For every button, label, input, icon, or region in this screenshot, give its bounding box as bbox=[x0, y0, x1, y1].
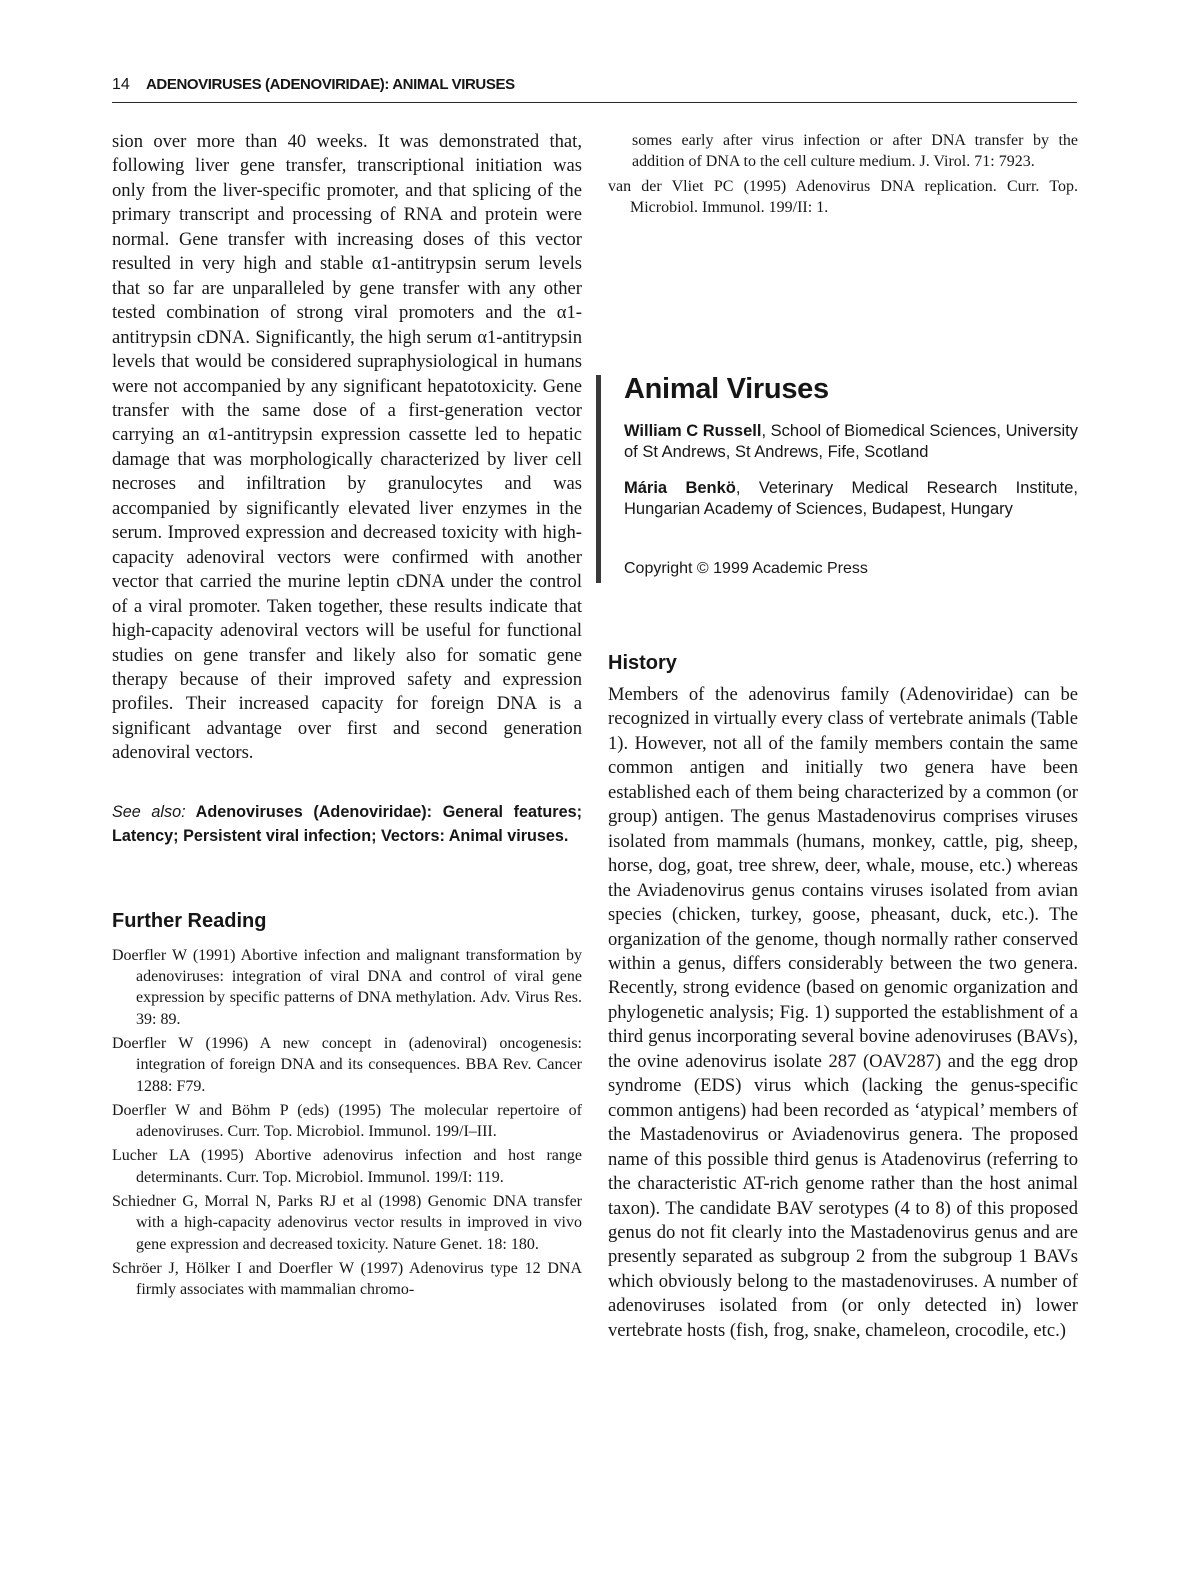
history-paragraph: Members of the adenovirus family (Adenoviridae) can be recognized in virtually every class of vertebrate animals (Table 1). However, not all of the family members contain the same common antigen and initially two genera have been established each of them being characterized by a common (or group) antigen. The genus Mastadenovirus comprises viruses isolated from mammals (humans, monkey, cattle, pig, sheep, horse, dog, goat, tree shrew, deer, whale, mouse, etc.) whereas the Aviadenovirus genus contains viruses isolated from avian species (chicken, turkey, goose, pheasant, duck, etc.). The organization of the genome, though normally rather conserved within a genus, differs considerably between the two genera. Recently, strong evidence (based on genomic organization and phylogenetic analysis; Fig. 1) supported the establishment of a third genus incorporating several bovine adenoviruses (BAVs), the ovine adenovirus isolate 287 (OAV287) and the egg drop syndrome (EDS) virus which (lacking the genus-specific common antigens) had been recorded as ‘atypical’ members of the Mastadenovirus or Aviadenovirus genera. The proposed name of this possible third genus is Atadenovirus (referring to the characteristic AT-rich genome rather than the host animal taxon). The candidate BAV serotypes (4 to 8) of this proposed genus do not fit clearly into the Mastadenovirus genus and are presently separated as subgroup 2 from the subgroup 1 BAVs which obviously belong to the mastadenoviruses. A number of adenoviruses isolated from (or only detected in) lower vertebrate hosts (fish, frog, snake, chameleon, crocodile, etc.) bbox=[608, 684, 1078, 1341]
reference-item: Doerfler W and Böhm P (eds) (1995) The molecular repertoire of adenoviruses. Curr. Top. Microbiol. Immunol. 199/I–III. bbox=[112, 1101, 582, 1141]
body-paragraph: sion over more than 40 weeks. It was demonstrated that, following liver gene transfer, transcriptional initiation was only from the liver-specific promoter, and that splicing of the primary transcript and processing of RNA and protein were normal. Gene transfer with increasing doses of this vector resulted in very high and stable α1-antitrypsin serum levels that so far are unparalleled by gene transfer with any other tested combination of strong viral promoters and the α1-antitrypsin cDNA. Significantly, the high serum α1-antitrypsin levels that would be considered supraphysiological in humans were not accompanied by any significant hepatotoxicity. Gene transfer with the same dose of a first-generation vector carrying an α1-antitrypsin expression cassette led to hepatic damage that was morphologically characterized by liver cell necroses and infiltration by granulocytes and was accompanied by significantly elevated liver enzymes in the serum. Improved expression and decreased toxicity with high-capacity adenoviral vectors were confirmed with another vector that carried the murine leptin cDNA under the control of a viral promoter. Taken together, these results indicate that high-capacity adenoviral vectors will be useful for functional studies on gene transfer and likely also for somatic gene therapy because of their improved safety and expression profiles. Their increased capacity for foreign DNA is a significant advantage over first and second generation adenoviral vectors. bbox=[112, 131, 582, 764]
reference-continuation: somes early after virus infection or after DNA transfer by the addition of DNA to the cell culture medium. J. Virol. 71: 7923. bbox=[632, 132, 1078, 171]
reference-item: Lucher LA (1995) Abortive adenovirus infection and host range determinants. Curr. Top. Microbiol. Immunol. 199/I: 119. bbox=[112, 1147, 582, 1186]
reference-item: van der Vliet PC (1995) Adenovirus DNA replication. Curr. Top. Microbiol. Immunol. 199/II: 1. bbox=[608, 177, 1078, 216]
author-affiliation: , School of Biomedical Sciences, University of St Andrews, St Andrews, Fife, Scotland bbox=[624, 422, 1078, 461]
reference-item: Schröer J, Hölker I and Doerfler W (1997) Adenovirus type 12 DNA firmly associates with mammalian chromo- bbox=[112, 1259, 582, 1299]
reference-list bbox=[112, 945, 582, 1301]
copyright-notice: Copyright © 1999 Academic Press bbox=[624, 560, 868, 577]
reference-list-continued bbox=[608, 130, 1078, 218]
page-number: 14 bbox=[112, 76, 130, 93]
author-entry bbox=[624, 421, 1078, 463]
further-reading-heading: Further Reading bbox=[112, 909, 267, 932]
running-title: ADENOVIRUSES (ADENOVIRIDAE): ANIMAL VIRUSES bbox=[146, 76, 515, 93]
author-entry bbox=[624, 478, 1078, 520]
see-also bbox=[112, 800, 582, 848]
reference-item: Doerfler W (1991) Abortive infection and malignant transformation by adenoviruses: integration of viral DNA and control of viral gene expression by specific patterns of DNA methylation. Adv. Virus Res. 39: 89. bbox=[112, 946, 582, 1028]
author-affiliation: , Veterinary Medical Research Institute, Hungarian Academy of Sciences, Budapest, Hungary bbox=[624, 479, 1078, 518]
author-name: Mária Benkö bbox=[624, 479, 736, 497]
left-column bbox=[112, 130, 582, 1304]
history-heading: History bbox=[608, 652, 677, 674]
history-section bbox=[608, 652, 1078, 1343]
article-title: Animal Viruses bbox=[624, 373, 829, 405]
reference-item: Doerfler W (1996) A new concept in (adenoviral) oncogenesis: integration of foreign DNA and its consequences. BBA Rev. Cancer 1288: F79. bbox=[112, 1034, 582, 1095]
header-rule bbox=[596, 375, 601, 583]
running-head bbox=[112, 68, 1077, 103]
reference-item: Schiedner G, Morral N, Parks RJ et al (1998) Genomic DNA transfer with a high-capacity adenovirus vector results in improved in vivo gene expression and decreased toxicity. Nature Genet. 18: 180. bbox=[112, 1193, 582, 1253]
author-name: William C Russell bbox=[624, 422, 762, 440]
see-also-links[interactable]: Adenoviruses (Adenoviridae): General features; Latency; Persistent viral infection; Vectors: Animal viruses. bbox=[112, 802, 582, 845]
right-column bbox=[608, 130, 1078, 221]
see-also-label: See also: bbox=[112, 802, 186, 821]
article-header bbox=[596, 373, 1078, 588]
